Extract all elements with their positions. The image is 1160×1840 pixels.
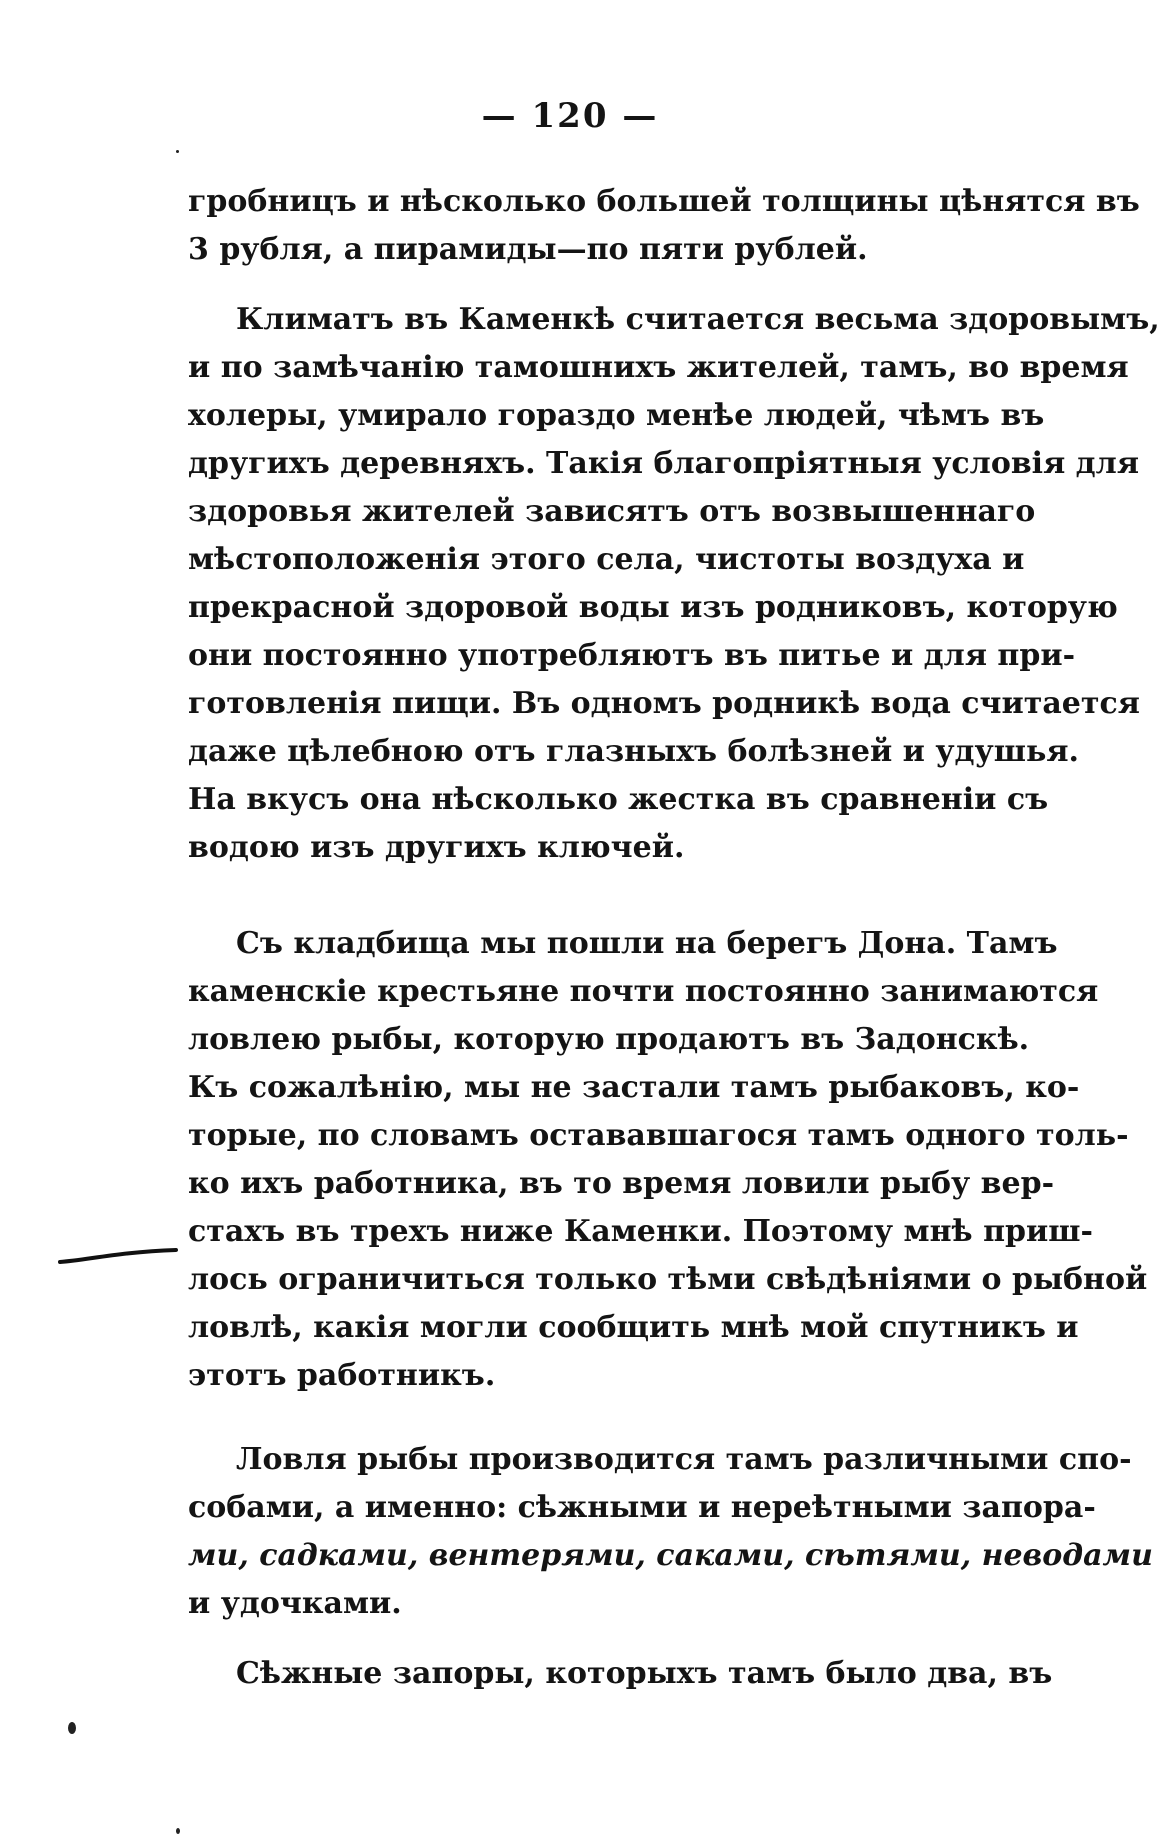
text-line: готовленія пищи. Въ одномъ родникѣ вода считается: [188, 686, 1140, 721]
text-line: и удочками.: [188, 1586, 402, 1621]
page-number: — 120 —: [481, 96, 659, 136]
page-speck: [68, 1722, 76, 1734]
text-line: ко ихъ работника, въ то время ловили рыбу вер-: [188, 1166, 1055, 1201]
text-line: холеры, умирало гораздо менѣе людей, чѣмъ въ: [188, 398, 1045, 433]
text-line: собами, а именно: сѣжными и нереѣтными запора-: [188, 1490, 1096, 1525]
text-line: каменскіе крестьяне почти постоянно занимаются: [188, 974, 1099, 1009]
text-line: торые, по словамъ остававшагося тамъ одного толь-: [188, 1118, 1129, 1153]
text-line: Сѣжные запоры, которыхъ тамъ было два, въ: [236, 1656, 1053, 1691]
paragraph-1: [188, 178, 1140, 274]
paragraph-2: [188, 296, 1160, 872]
text-line: Ловля рыбы производится тамъ различными спо-: [236, 1442, 1132, 1477]
page-speck: [176, 1828, 180, 1834]
text-line: другихъ деревняхъ. Такія благопріятныя условія для: [188, 446, 1139, 481]
text-line: 3 рубля, а пирамиды—по пяти рублей.: [188, 232, 868, 267]
text-line: ловлею рыбы, которую продаютъ въ Задонскѣ.: [188, 1022, 1030, 1057]
text-line: прекрасной здоровой воды изъ родниковъ, которую: [188, 590, 1118, 625]
text-line: Къ сожалѣнію, мы не застали тамъ рыбаковъ, ко-: [188, 1070, 1080, 1105]
text-line: гробницъ и нѣсколько большей толщины цѣнятся въ: [188, 184, 1140, 219]
text-line: водою изъ другихъ ключей.: [188, 830, 685, 865]
margin-pen-mark: [58, 1240, 178, 1270]
text-line: этотъ работникъ.: [188, 1358, 496, 1393]
text-line: лось ограничиться только тѣми свѣдѣніями о рыбной: [188, 1262, 1148, 1297]
text-line: Климатъ въ Каменкѣ считается весьма здоровымъ,: [236, 302, 1160, 337]
text-line: и по замѣчанію тамошнихъ жителей, тамъ, во время: [188, 350, 1129, 385]
paragraph-5: [188, 1650, 1053, 1698]
text-line: ми, садками, вентерями, саками, сѣтями, неводами: [188, 1538, 1153, 1573]
text-line: здоровья жителей зависятъ отъ возвышеннаго: [188, 494, 1036, 529]
page-speck: [176, 150, 179, 153]
text-line: мѣстоположенія этого села, чистоты воздуха и: [188, 542, 1025, 577]
text-line: Съ кладбища мы пошли на берегъ Дона. Тамъ: [236, 926, 1058, 961]
text-line: даже цѣлебною отъ глазныхъ болѣзней и удушья.: [188, 734, 1079, 769]
paragraph-4: [188, 1436, 1153, 1628]
text-line: ловлѣ, какія могли сообщить мнѣ мой спутникъ и: [188, 1310, 1079, 1345]
text-line: На вкусъ она нѣсколько жестка въ сравненіи съ: [188, 782, 1049, 817]
paragraph-3: [188, 920, 1148, 1400]
text-line: они постоянно употребляютъ въ питье и для при-: [188, 638, 1076, 673]
text-line: стахъ въ трехъ ниже Каменки. Поэтому мнѣ приш-: [188, 1214, 1093, 1249]
